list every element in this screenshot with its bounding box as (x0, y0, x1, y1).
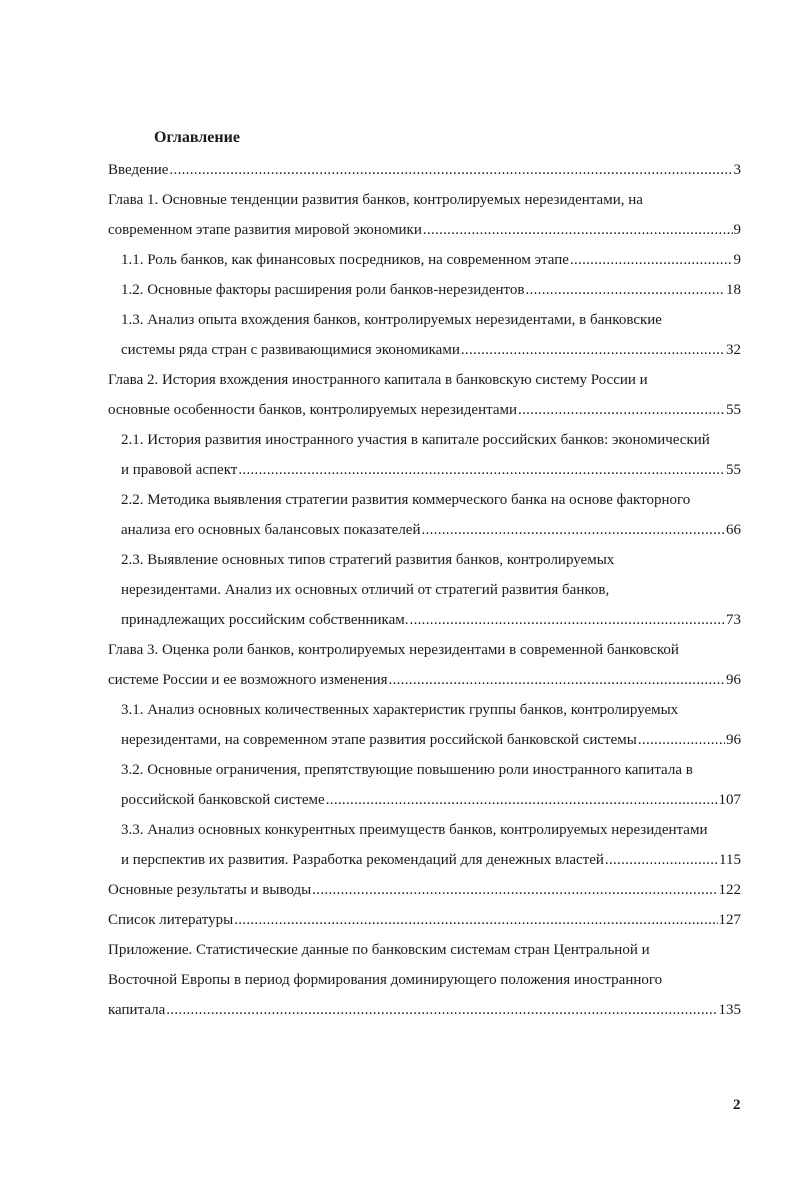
toc-leader-dots (312, 875, 717, 905)
toc-entry (108, 155, 741, 185)
toc-leader-dots (423, 215, 733, 245)
toc-entry-text: 2.1. История развития иностранного участия в капитале российских банков: экономический (121, 432, 710, 448)
toc-entry-text: 1.3. Анализ опыта вхождения банков, контролируемых нерезидентами, в банковские (121, 312, 662, 328)
toc-entry-line (108, 395, 741, 425)
toc-page-number: 73 (726, 612, 741, 628)
toc-page-number: 55 (726, 462, 741, 478)
toc-page-number: 96 (726, 672, 741, 688)
toc-entry-line (108, 635, 741, 665)
toc-entry-text: и перспектив их развития. Разработка рекомендаций для денежных властей (121, 852, 604, 868)
toc-entry-text: 2.3. Выявление основных типов стратегий развития банков, контролируемых (121, 552, 615, 568)
toc-leader-dots (234, 905, 717, 935)
toc-entry-text: 3.2. Основные ограничения, препятствующие повышению роли иностранного капитала в (121, 762, 693, 778)
toc-entry-line (121, 575, 741, 605)
toc-leader-dots (638, 725, 725, 755)
toc-entry-text: и правовой аспект (121, 462, 238, 478)
toc-entry (108, 875, 741, 905)
toc-leader-dots (410, 605, 725, 635)
toc-entry-text: Введение (108, 162, 169, 178)
toc-entry-line (108, 875, 741, 905)
toc-page-number: 3 (733, 162, 741, 178)
toc-leader-dots (570, 245, 733, 275)
toc-entry-text: 2.2. Методика выявления стратегии развития коммерческого банка на основе факторного (121, 492, 691, 508)
toc-entry-text: системе России и ее возможного изменения (108, 672, 388, 688)
toc-leader-dots (605, 845, 718, 875)
toc-page-number: 127 (718, 912, 741, 928)
page-number: 2 (733, 1097, 741, 1113)
toc-entry (108, 695, 741, 755)
toc-entry-line (121, 455, 741, 485)
toc-entry-text: 1.1. Роль банков, как финансовых посредников, на современном этапе (121, 252, 569, 268)
toc-page-number: 66 (726, 522, 741, 538)
toc-entry (108, 425, 741, 485)
toc-entry-line (121, 275, 741, 305)
toc-entry-text: нерезидентами, на современном этапе развития российской банковской системы (121, 732, 637, 748)
toc-entry-text: Глава 2. История вхождения иностранного капитала в банковскую систему России и (108, 372, 648, 388)
toc-entry-line (121, 515, 741, 545)
toc-entry-line (121, 335, 741, 365)
toc-entry-line (121, 725, 741, 755)
toc-entry-text: Глава 1. Основные тенденции развития банков, контролируемых нерезидентами, на (108, 192, 643, 208)
toc-leader-dots (422, 515, 726, 545)
toc-page-number: 9 (733, 222, 741, 238)
toc-entry-text: Глава 3. Оценка роли банков, контролируемых нерезидентами в современной банковской (108, 642, 679, 658)
toc-leader-dots (518, 395, 725, 425)
table-of-contents (108, 155, 741, 1025)
toc-entry-text: Список литературы (108, 912, 234, 928)
toc-entry-line (108, 185, 741, 215)
toc-entry-text: системы ряда стран с развивающимися экономиками (121, 342, 460, 358)
toc-entry-text: современном этапе развития мировой экономики (108, 222, 422, 238)
toc-entry-line (121, 305, 741, 335)
toc-title: Оглавление (154, 129, 240, 146)
toc-leader-dots (461, 335, 725, 365)
toc-entry-text: 3.1. Анализ основных количественных характеристик группы банков, контролируемых (121, 702, 679, 718)
toc-entry-text: принадлежащих российским собственникам. (121, 612, 409, 628)
toc-entry-text: анализа его основных балансовых показателей (121, 522, 421, 538)
toc-page-number: 9 (733, 252, 741, 268)
toc-leader-dots (238, 455, 725, 485)
toc-entry-text: российской банковской системе (121, 792, 325, 808)
toc-entry-text: Основные результаты и выводы (108, 882, 312, 898)
toc-entry (108, 815, 741, 875)
toc-entry (108, 755, 741, 815)
toc-entry-line (121, 485, 741, 515)
toc-page-number: 107 (718, 792, 741, 808)
toc-entry-text: основные особенности банков, контролируемых нерезидентами (108, 402, 518, 418)
toc-entry-line (121, 245, 741, 275)
toc-leader-dots (169, 155, 732, 185)
toc-entry-line (121, 545, 741, 575)
toc-entry-text: 1.2. Основные факторы расширения роли банков-нерезидентов (121, 282, 525, 298)
toc-entry-line (108, 995, 741, 1025)
toc-entry (108, 905, 741, 935)
toc-page-number: 96 (726, 732, 741, 748)
toc-entry-line (108, 155, 741, 185)
toc-entry (108, 185, 741, 245)
toc-entry (108, 245, 741, 275)
toc-entry-line (121, 605, 741, 635)
toc-entry-line (108, 905, 741, 935)
toc-entry (108, 485, 741, 545)
toc-page-number: 135 (718, 1002, 741, 1018)
toc-entry-line (121, 845, 741, 875)
toc-entry (108, 275, 741, 305)
toc-entry-line (121, 815, 741, 845)
toc-entry-line (121, 695, 741, 725)
toc-page-number: 32 (726, 342, 741, 358)
toc-entry-text: капитала (108, 1002, 166, 1018)
toc-page-number: 18 (726, 282, 741, 298)
toc-entry-line (108, 965, 741, 995)
toc-entry-line (108, 365, 741, 395)
toc-entry (108, 545, 741, 635)
toc-entry-line (121, 755, 741, 785)
toc-entry (108, 635, 741, 695)
toc-page-number: 122 (718, 882, 741, 898)
toc-page-number: 55 (726, 402, 741, 418)
toc-leader-dots (526, 275, 726, 305)
toc-entry (108, 935, 741, 1025)
toc-entry-line (121, 425, 741, 455)
toc-entry-text: 3.3. Анализ основных конкурентных преимуществ банков, контролируемых нерезидентами (121, 822, 708, 838)
toc-entry-line (108, 935, 741, 965)
toc-entry-text: Приложение. Статистические данные по банковским системам стран Центральной и (108, 942, 650, 958)
toc-entry-line (108, 215, 741, 245)
toc-entry-text: Восточной Европы в период формирования доминирующего положения иностранного (108, 972, 663, 988)
toc-entry-line (121, 785, 741, 815)
toc-entry (108, 305, 741, 365)
toc-entry (108, 365, 741, 425)
toc-leader-dots (166, 995, 717, 1025)
toc-entry-line (108, 665, 741, 695)
toc-page-number: 115 (719, 852, 741, 868)
toc-leader-dots (326, 785, 718, 815)
toc-entry-text: нерезидентами. Анализ их основных отличий от стратегий развития банков, (121, 582, 610, 598)
toc-leader-dots (389, 665, 725, 695)
